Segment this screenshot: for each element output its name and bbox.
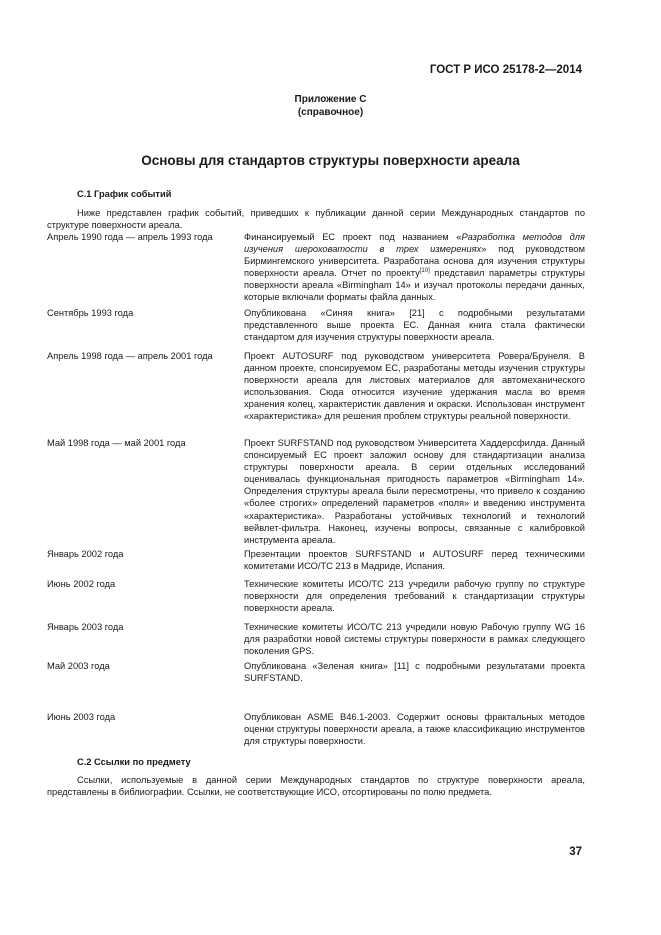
project-title-italic: Разработка методов для изучения шероховатости в трех измерениях [244,232,585,255]
event-description: Презентации проектов SURFSTAND и AUTOSURF перед техническими комитетами ИСО/ТС 213 в Мадриде, Испания. [244,549,585,572]
section-heading-c1: С.1 График событий [77,189,172,199]
page-number: 37 [569,846,582,858]
event-date: Май 2003 года [47,661,110,671]
event-description: Технические комитеты ИСО/ТС 213 учредили новую Рабочую группу WG 16 для разработки новой системы структуры поверхности в рамках следующего поколения GPS. [244,622,585,657]
section-heading-c2: С.2 Ссылки по предмету [77,757,191,767]
event-date: Апрель 1998 года — апрель 2001 года [47,351,213,361]
event-description: Финансируемый ЕС проект под названием «Разработка методов для изучения шероховатости в трех измерениях» под руководством Бирмингемского университета. Разработана основа для изучения структуры поверхности ареала. Отчет по проекту[10] представил параметры структуры поверхности ареала «Birmingham 14» и изучал протоколы передачи данных, которые включали форматы файла данных. [244,232,585,303]
event-description: Опубликован ASME B46.1-2003. Содержит основы фрактальных методов оценки структуры поверхности ареала, а также классификацию инструментов для структуры поверхности. [244,712,585,747]
standard-designation: ГОСТ Р ИСО 25178-2—2014 [429,64,582,76]
page-title: Основы для стандартов структуры поверхности ареала [141,153,520,168]
event-date: Январь 2002 года [47,549,124,559]
event-description: Проект AUTOSURF под руководством университета Ровера/Брунеля. В данном проекте, спонсируемом ЕС, разработаны методы изучения структуры поверхности ареала для листовых материалов для автомеханического использования. Сюда относится изучение удержания масла во время хранения колец, характеристик давления и окраски. Использован инструмент «характеристика» для решения проблем структуры реальной поверхности. [244,351,585,422]
reference-superscript: [10] [419,268,430,275]
event-description: Проект SURFSTAND под руководством Университета Хаддерсфилда. Данный спонсируемый ЕС проект заложил основу для стандартизации анализа структуры поверхности ареала. В серии отдельных исследований оценивалась функциональная пригодность параметров «Birmingham 14». Определения структуры ареала были пересмотрены, что привело к созданию «более строгих» определений параметров «поля» и введению инструмента «характеристика». Разработаны устойчивых технологий и технологий вейвлет-фильтра. Наконец, изучены вопросы, связанные с калибровкой инструмента ареала. [244,438,585,545]
event-date: Апрель 1990 года — апрель 1993 года [47,232,213,242]
event-date: Июнь 2003 года [47,712,116,722]
event-description: Опубликована «Синяя книга» [21] с подробными результатами представленного выше проекта ЕС. Данная книга стала фактически стандартом для изучения структуры поверхности ареала. [244,308,585,343]
section-c2-text: Ссылки, используемые в данной серии Международных стандартов по структуре поверхности ареала, представлены в библиографии. Ссылки, не соответствующие ИСО, отсортированы по полю предмета. [47,775,585,798]
event-date: Сентябрь 1993 года [47,308,134,318]
event-date: Январь 2003 года [47,622,124,632]
appendix-heading [0,93,661,119]
event-description: Опубликована «Зеленая книга» [11] с подробными результатами проекта SURFSTAND. [244,661,585,684]
event-date: Май 1998 года — май 2001 года [47,438,186,448]
appendix-label: Приложение С [294,94,367,105]
event-date: Июнь 2002 года [47,579,116,589]
section-c1-intro: Ниже представлен график событий, приведших к публикации данной серии Международных стандартов по структуре поверхности ареала. [47,208,585,231]
event-description: Технические комитеты ИСО/ТС 213 учредили рабочую группу по структуре поверхности для определения требований к стандартизации структуры поверхности ареала. [244,579,585,614]
appendix-note: (справочное) [297,107,364,118]
